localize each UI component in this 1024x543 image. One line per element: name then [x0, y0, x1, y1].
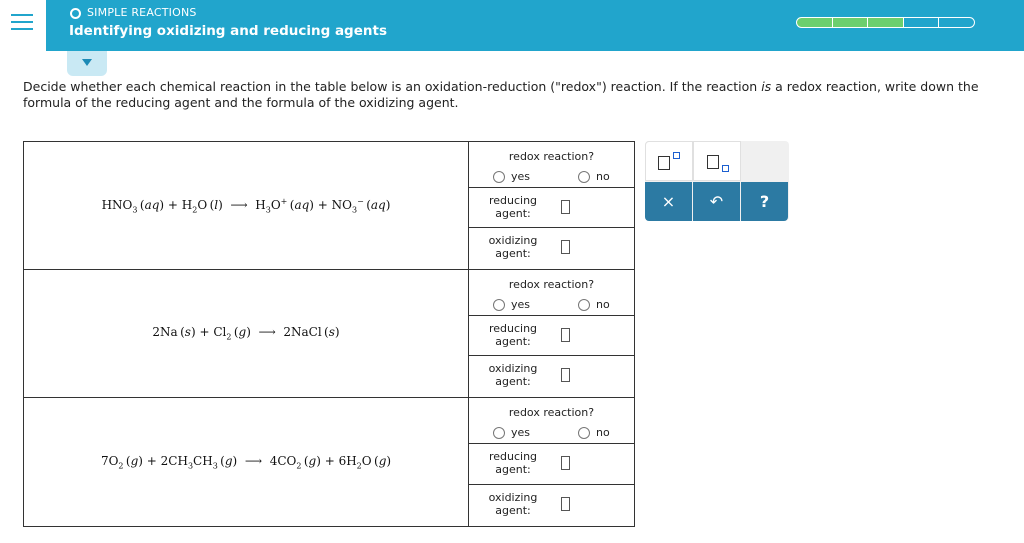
redox-no-radio[interactable]: no: [578, 170, 610, 183]
superscript-template-button[interactable]: [645, 141, 693, 181]
instructions-text: Decide whether each chemical reaction in the table below is an oxidation-reduction ("redox") reaction. If the reaction is a redox reaction, write down the formula of the reducing agent and the formula of the oxidizing agent.: [23, 79, 979, 110]
progress-segment: [867, 17, 904, 28]
reducing-agent-input[interactable]: [561, 456, 570, 470]
help-button[interactable]: [741, 182, 788, 221]
collapse-toggle-button[interactable]: [67, 51, 107, 76]
answer-column: [469, 270, 634, 397]
redox-yes-radio[interactable]: yes: [493, 426, 530, 439]
redox-question: redox reaction? yes no: [469, 142, 634, 188]
reaction-equation: $HNO_3$ $(aq) + H_2O$ (l) ⟶ $H_3O^+$ $(aq) + NO_3^-$ (aq): [24, 142, 469, 269]
reaction-equation: $7O_2$ $(g) + 2CH_3CH_3$ (g) ⟶ $4CO_2$ $(g) + 6H_2O$ (g): [24, 398, 469, 526]
redox-no-radio[interactable]: no: [578, 426, 610, 439]
answer-column: [469, 142, 634, 269]
progress-segment: [938, 17, 975, 28]
progress-segment: [903, 17, 940, 28]
reducing-agent-input[interactable]: [561, 200, 570, 214]
table-row: [24, 398, 634, 526]
answer-column: [469, 398, 634, 526]
oxidizing-agent-input[interactable]: [561, 368, 570, 382]
clear-button[interactable]: [645, 182, 692, 221]
oxidizing-agent-row: oxidizing agent:: [469, 356, 634, 397]
caret-down-icon: [82, 59, 92, 66]
reaction-equation: 2Na $(s) + Cl_2$ (g) ⟶ 2NaCl (s): [24, 270, 469, 397]
redox-yes-radio[interactable]: yes: [493, 298, 530, 311]
page-title: Identifying oxidizing and reducing agents: [69, 23, 387, 39]
redox-question: redox reaction? yes no: [469, 398, 634, 444]
reducing-agent-row: reducing agent:: [469, 316, 634, 357]
reaction-table: [23, 141, 635, 527]
close-icon: ×: [661, 192, 676, 211]
topic-label: SIMPLE REACTIONS: [87, 6, 197, 19]
superscript-icon: [658, 156, 670, 170]
oxidizing-agent-row: oxidizing agent:: [469, 485, 634, 526]
menu-button[interactable]: [0, 0, 46, 51]
progress-segment: [832, 17, 869, 28]
subscript-icon: [707, 155, 719, 169]
redox-no-radio[interactable]: no: [578, 298, 610, 311]
oxidizing-agent-input[interactable]: [561, 240, 570, 254]
reducing-agent-row: reducing agent:: [469, 444, 634, 485]
table-row: [24, 270, 634, 398]
tool-palette: [645, 141, 789, 221]
hamburger-icon: [11, 14, 33, 16]
oxidizing-agent-row: oxidizing agent:: [469, 228, 634, 269]
reducing-agent-row: reducing agent:: [469, 188, 634, 229]
progress-segment: [796, 17, 833, 28]
reducing-agent-input[interactable]: [561, 328, 570, 342]
topic-circle-icon: [70, 8, 81, 19]
oxidizing-agent-input[interactable]: [561, 497, 570, 511]
undo-icon: ↶: [709, 192, 724, 211]
header-bar: [0, 0, 1024, 51]
progress-bar: [796, 17, 974, 28]
help-icon: ?: [759, 192, 770, 211]
undo-button[interactable]: [693, 182, 740, 221]
table-row: [24, 142, 634, 270]
redox-question: redox reaction? yes no: [469, 270, 634, 316]
subscript-template-button[interactable]: [693, 141, 741, 181]
redox-yes-radio[interactable]: yes: [493, 170, 530, 183]
